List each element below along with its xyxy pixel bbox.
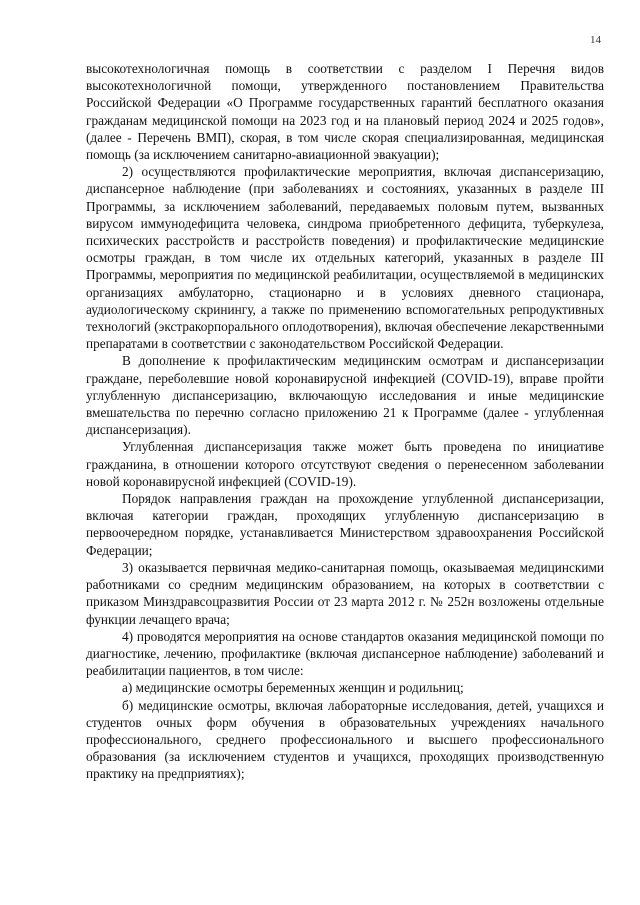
paragraph-item-3: 3) оказывается первичная медико-санитарная помощь, оказываемая медицинскими работниками со средним медицинским образованием, на которых в соответствии с приказом Минздравсоцразвития России от 23 марта 2012 г. № 252н возложены отдельные функции лечащего врача; <box>86 559 604 627</box>
document-body <box>86 60 604 783</box>
paragraph-item-2: 2) осуществляются профилактические мероприятия, включая диспансеризацию, диспансерное наблюдение (при заболеваниях и состояниях, указанных в разделе III Программы, за исключением заболеваний, передаваемых половым путем, вызванных вирусом иммунодефицита человека, синдрома приобретенного дефицита, туберкулеза, психических расстройств и расстройств поведения) и профилактические медицинские осмотры граждан, в том числе их отдельных категорий, указанных в разделе III Программы, мероприятия по медицинской реабилитации, осуществляемой в медицинских организациях амбулаторно, стационарно и в условиях дневного стационара, аудиологическому скринингу, а также по применению вспомогательных репродуктивных технологий (экстракорпорального оплодотворения), включая обеспечение лекарственными препаратами в соответствии с законодательством Российской Федерации. <box>86 164 604 352</box>
paragraph-item-4a: а) медицинские осмотры беременных женщин и родильниц; <box>122 680 464 696</box>
paragraph-initiative: Углубленная диспансеризация также может быть проведена по инициативе гражданина, в отношении которого отсутствуют сведения о перенесенном заболевании новой коронавирусной инфекцией (COVID-19). <box>86 439 604 489</box>
paragraph-item-4b: б) медицинские осмотры, включая лабораторные исследования, детей, учащихся и студентов очных форм обучения в образовательных учреждениях начального профессионального, среднего профессионального и высшего профессионального образования (за исключением студентов и учащихся, проходящих производственную практику на предприятиях); <box>86 697 604 782</box>
paragraph-procedure: Порядок направления граждан на прохождение углубленной диспансеризации, включая категории граждан, проходящих углубленную диспансеризацию в первоочередном порядке, устанавливается Министерством здравоохранения Российской Федерации; <box>86 491 604 558</box>
paragraph-continuation: высокотехнологичная помощь в соответствии с разделом I Перечня видов высокотехнологичной помощи, утвержденного постановлением Правительства Российской Федерации «О Программе государственных гарантий бесплатного оказания гражданам медицинской помощи на 2023 год и на плановый период 2024 и 2025 годов», (далее - Перечень ВМП), скорая, в том числе скорая специализированная, медицинская помощь (за исключением санитарно-авиационной эвакуации); <box>86 61 604 163</box>
paragraph-item-4: 4) проводятся мероприятия на основе стандартов оказания медицинской помощи по диагностике, лечению, профилактике (включая диспансерное наблюдение) заболеваний и реабилитации пациентов, в том числе: <box>86 628 604 679</box>
page-number: 14 <box>590 34 601 46</box>
paragraph-covid-addition: В дополнение к профилактическим медицинским осмотрам и диспансеризации граждане, переболевшие новой коронавирусной инфекцией (COVID-19), вправе пройти углубленную диспансеризацию, включающую исследования и иные медицинские вмешательства по перечню согласно приложению 21 к Программе (далее - углубленная диспансеризация). <box>86 353 604 438</box>
